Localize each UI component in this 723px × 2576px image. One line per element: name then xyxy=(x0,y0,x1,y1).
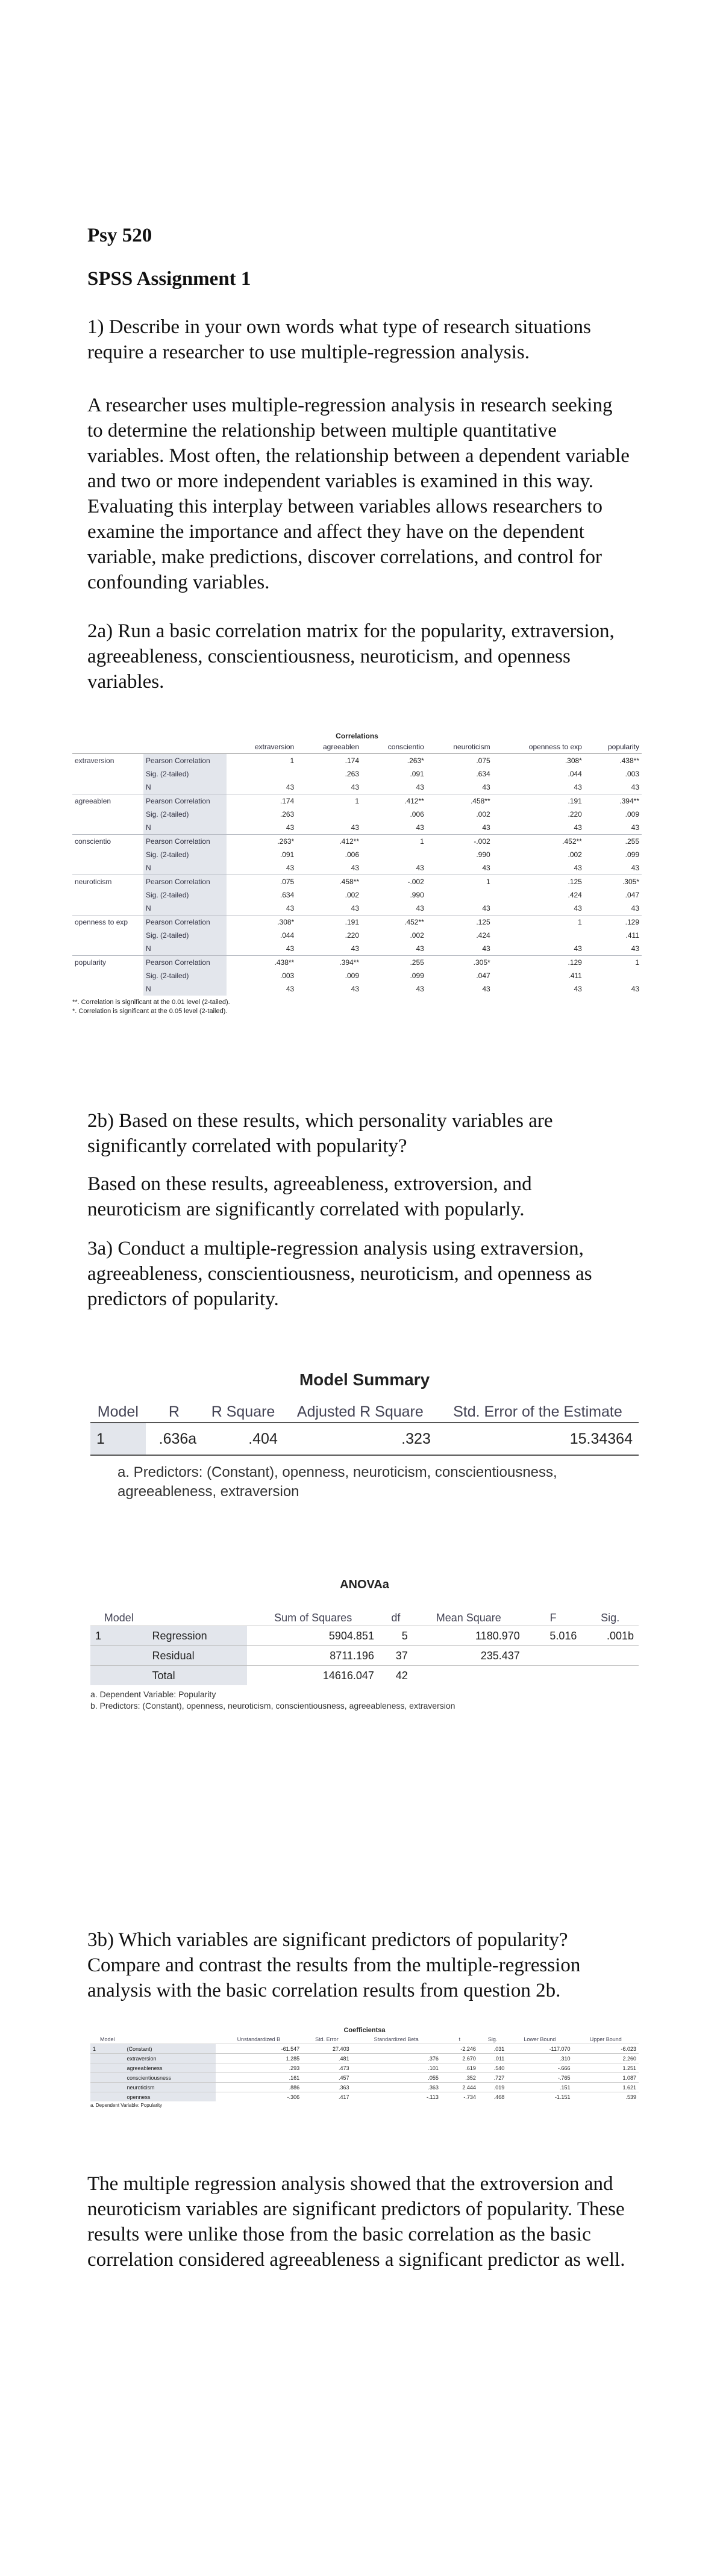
corr-cell: 1 xyxy=(427,875,493,889)
corr-cell: 43 xyxy=(416,904,424,912)
corr-cell: .191 xyxy=(296,915,362,929)
anova-footnotes xyxy=(90,1689,639,1712)
corr-row xyxy=(72,956,642,970)
corr-cell xyxy=(296,808,362,821)
coef-row-label: conscientiousness xyxy=(125,2073,216,2083)
corr-stat-label: Pearson Correlation xyxy=(143,956,227,970)
corr-cell: .047 xyxy=(476,971,490,980)
coef-cell: .417 xyxy=(302,2092,351,2102)
model-summary-header: Model xyxy=(97,1403,139,1420)
coef-cell: .473 xyxy=(302,2063,351,2073)
corr-stat-label: N xyxy=(143,942,227,956)
anova-cell: 5.016 xyxy=(525,1626,582,1646)
model-summary-footnote: a. Predictors: (Constant), openness, neuroticism, conscientiousness, agreeableness, extraversion xyxy=(117,1464,557,1500)
anova-cell: 8711.196 xyxy=(247,1646,379,1666)
answer-2b: Based on these results, agreeableness, extroversion, and neuroticism are significantly correlated with popularly. xyxy=(87,1173,532,1220)
corr-variable-label: openness to exp xyxy=(72,915,143,929)
corr-variable-label-empty xyxy=(72,982,143,996)
coef-header: Sig. xyxy=(487,2036,498,2042)
corr-stat-label: Pearson Correlation xyxy=(143,875,227,889)
corr-cell: .003 xyxy=(625,770,639,778)
coef-cell: .886 xyxy=(216,2083,302,2092)
correlations-footnotes xyxy=(72,998,642,1016)
model-summary-cell: .323 xyxy=(284,1423,437,1455)
corr-cell: .125 xyxy=(493,875,584,889)
corr-column-header: popularity xyxy=(584,740,642,754)
corr-row xyxy=(72,848,642,861)
corr-stat-label: Sig. (2-tailed) xyxy=(143,848,227,861)
coef-cell: .161 xyxy=(216,2073,302,2083)
coef-model-number: 1 xyxy=(90,2044,125,2054)
corr-cell: .002 xyxy=(410,931,424,940)
corr-cell: 43 xyxy=(482,985,490,993)
corr-cell: .255 xyxy=(362,956,427,970)
corr-cell xyxy=(427,888,493,902)
coef-cell: .031 xyxy=(478,2044,507,2054)
coef-header: Upper Bound xyxy=(589,2036,622,2042)
corr-cell: 43 xyxy=(631,904,639,912)
corr-stat-label: N xyxy=(143,982,227,996)
question-2a: 2a) Run a basic correlation matrix for the popularity, extraversion, agreeableness, conscientiousness, neuroticism, and openness variables. xyxy=(87,620,615,693)
model-summary-header: R Square xyxy=(211,1403,275,1420)
corr-cell: 43 xyxy=(286,904,295,912)
corr-row xyxy=(72,821,642,835)
corr-cell: 1 xyxy=(362,835,427,849)
corr-stat-label: Sig. (2-tailed) xyxy=(143,888,227,902)
corr-cell: .003 xyxy=(280,971,295,980)
coef-cell: -.113 xyxy=(352,2092,441,2102)
corr-cell: .002 xyxy=(345,891,360,899)
corr-cell: .305* xyxy=(427,956,493,970)
anova-cell: 37 xyxy=(379,1646,413,1666)
coef-cell: .293 xyxy=(216,2063,302,2073)
question-3b: 3b) Which variables are significant predictors of popularity? Compare and contrast the results from the multiple-regression analysis with the basic correlation results from question 2b. xyxy=(87,1929,581,2001)
corr-row xyxy=(72,767,642,781)
corr-cell: 43 xyxy=(416,944,424,953)
corr-variable-label: popularity xyxy=(72,956,143,970)
corr-cell: .006 xyxy=(410,810,424,819)
coef-cell: 27.403 xyxy=(302,2044,351,2054)
model-summary-cell: 15.34364 xyxy=(437,1423,639,1455)
model-summary-cell: .404 xyxy=(202,1423,284,1455)
coef-cell: 1.087 xyxy=(573,2073,639,2083)
corr-cell: .263* xyxy=(362,754,427,768)
coef-cell: .539 xyxy=(573,2092,639,2102)
corr-footnote: *. Correlation is significant at the 0.05 level (2-tailed). xyxy=(72,1008,228,1015)
corr-stat-label: N xyxy=(143,781,227,794)
corr-stat-label: N xyxy=(143,902,227,915)
coef-header: Standardized Beta xyxy=(374,2036,419,2042)
corr-cell: .044 xyxy=(568,770,582,778)
corr-cell: .458** xyxy=(427,794,493,808)
corr-cell: .129 xyxy=(584,915,642,929)
anova-header: Sum of Squares xyxy=(274,1612,352,1624)
coef-cell: .619 xyxy=(441,2063,478,2073)
coef-model-empty xyxy=(90,2054,125,2063)
corr-stat-label: Sig. (2-tailed) xyxy=(143,808,227,821)
corr-cell: .220 xyxy=(568,810,582,819)
coef-row-label: agreeableness xyxy=(125,2063,216,2073)
corr-cell: .412** xyxy=(362,794,427,808)
coef-cell: .310 xyxy=(507,2054,572,2063)
corr-cell: 43 xyxy=(351,864,360,872)
corr-cell: .125 xyxy=(427,915,493,929)
corr-variable-label: neuroticism xyxy=(72,875,143,889)
corr-stat-label: Sig. (2-tailed) xyxy=(143,767,227,781)
coef-cell: 1.621 xyxy=(573,2083,639,2092)
corr-cell: 43 xyxy=(631,985,639,993)
corr-stat-label: Pearson Correlation xyxy=(143,754,227,768)
coefficients-footnote: a. Dependent Variable: Popularity xyxy=(90,2103,163,2108)
anova-row-label: Residual xyxy=(148,1646,248,1666)
coef-cell: 1.251 xyxy=(573,2063,639,2073)
corr-cell: 43 xyxy=(286,864,295,872)
anova-cell: 14616.047 xyxy=(247,1666,379,1686)
anova-cell: .001b xyxy=(581,1626,639,1646)
corr-cell xyxy=(493,929,584,942)
corr-row xyxy=(72,875,642,889)
model-summary-header: Std. Error of the Estimate xyxy=(453,1403,622,1420)
coef-row-label: neuroticism xyxy=(125,2083,216,2092)
corr-header-blank xyxy=(143,740,227,754)
corr-cell: 43 xyxy=(351,904,360,912)
anova-cell: 1180.970 xyxy=(413,1626,525,1646)
question-3a: 3a) Conduct a multiple-regression analysis using extraversion, agreeableness, conscientiousness, neuroticism, and openness as predictors of popularity. xyxy=(87,1238,592,1310)
corr-cell: 43 xyxy=(286,783,295,791)
coef-cell: .363 xyxy=(302,2083,351,2092)
corr-cell: .091 xyxy=(410,770,424,778)
corr-cell: 43 xyxy=(631,783,639,791)
corr-cell: 1 xyxy=(296,794,362,808)
corr-cell: 43 xyxy=(631,944,639,953)
corr-cell: 43 xyxy=(416,823,424,832)
coef-row-label: openness xyxy=(125,2092,216,2102)
anova-header xyxy=(148,1595,248,1626)
coef-model-empty xyxy=(90,2083,125,2092)
answer-3b: The multiple regression analysis showed that the extroversion and neuroticism variables are significant predictors of popularity. These results were unlike those from the basic correlation as the basic correlation considered agreeableness a significant predictor as well. xyxy=(87,2173,625,2271)
coef-model-empty xyxy=(90,2063,125,2073)
corr-row xyxy=(72,915,642,929)
corr-variable-label-empty xyxy=(72,861,143,875)
corr-cell: 43 xyxy=(574,823,582,832)
question-2b: 2b) Based on these results, which personality variables are significantly correlated with popularity? xyxy=(87,1110,553,1157)
corr-cell: .458** xyxy=(296,875,362,889)
corr-variable-label-empty xyxy=(72,929,143,942)
corr-cell: .263 xyxy=(280,810,295,819)
corr-cell: 43 xyxy=(482,904,490,912)
coef-cell: 2.670 xyxy=(441,2054,478,2063)
corr-cell: 43 xyxy=(631,823,639,832)
coefficients-table xyxy=(90,2027,639,2108)
coef-cell: .363 xyxy=(352,2083,441,2092)
coef-cell: -.734 xyxy=(441,2092,478,2102)
anova-header: F xyxy=(549,1612,557,1624)
corr-cell: .305* xyxy=(584,875,642,889)
corr-cell: 43 xyxy=(416,864,424,872)
corr-cell xyxy=(362,848,427,861)
anova-footnote: b. Predictors: (Constant), openness, neuroticism, conscientiousness, agreeableness, extraversion xyxy=(90,1701,455,1711)
corr-variable-label: extraversion xyxy=(72,754,143,768)
corr-cell: -.002 xyxy=(362,875,427,889)
corr-cell: 43 xyxy=(351,783,360,791)
coef-header: Lower Bound xyxy=(524,2036,556,2042)
coef-model-empty xyxy=(90,2073,125,2083)
corr-cell: .308* xyxy=(227,915,296,929)
corr-cell: .424 xyxy=(476,931,490,940)
corr-cell: 43 xyxy=(574,864,582,872)
corr-cell: .047 xyxy=(625,891,639,899)
corr-variable-label-empty xyxy=(72,808,143,821)
coef-header: Model xyxy=(100,2036,115,2042)
corr-stat-label: N xyxy=(143,821,227,835)
corr-footnote: **. Correlation is significant at the 0.01 level (2-tailed). xyxy=(72,999,230,1006)
corr-row xyxy=(72,835,642,849)
coef-cell xyxy=(352,2044,441,2054)
anova-row-label: Total xyxy=(148,1666,248,1686)
corr-row xyxy=(72,781,642,794)
coef-header: t xyxy=(459,2036,461,2042)
coef-cell: .011 xyxy=(478,2054,507,2063)
coef-cell: -6.023 xyxy=(573,2044,639,2054)
coef-cell: -61.547 xyxy=(216,2044,302,2054)
corr-variable-label: agreeablen xyxy=(72,794,143,808)
coef-row-label: (Constant) xyxy=(125,2044,216,2054)
corr-cell: .174 xyxy=(227,794,296,808)
coef-cell: -.666 xyxy=(507,2063,572,2073)
corr-cell: .411 xyxy=(568,971,582,980)
corr-cell: .990 xyxy=(476,850,490,859)
anova-cell xyxy=(413,1666,525,1686)
anova-header: Mean Square xyxy=(436,1612,501,1624)
anova-model-number: 1 xyxy=(90,1626,148,1646)
corr-cell: 1 xyxy=(227,754,296,768)
corr-cell: .452** xyxy=(493,835,584,849)
corr-column-header: extraversion xyxy=(227,740,296,754)
assignment-title: SPSS Assignment 1 xyxy=(87,268,251,290)
corr-column-header: openness to exp xyxy=(493,740,584,754)
corr-cell: .075 xyxy=(227,875,296,889)
corr-cell: .990 xyxy=(410,891,424,899)
anova-cell xyxy=(581,1666,639,1686)
corr-cell: .411 xyxy=(625,931,639,940)
correlations-title: Correlations xyxy=(336,732,378,740)
corr-cell: 1 xyxy=(493,915,584,929)
corr-cell: 43 xyxy=(286,944,295,953)
corr-cell: .174 xyxy=(296,754,362,768)
corr-cell: .255 xyxy=(584,835,642,849)
corr-row xyxy=(72,794,642,808)
corr-row xyxy=(72,888,642,902)
question-1: 1) Describe in your own words what type of research situations require a researcher to use multiple-regression analysis. xyxy=(87,316,591,363)
corr-variable-label-empty xyxy=(72,848,143,861)
coef-cell: 1.285 xyxy=(216,2054,302,2063)
corr-cell: .191 xyxy=(493,794,584,808)
anova-cell: 5 xyxy=(379,1626,413,1646)
corr-cell: 43 xyxy=(482,944,490,953)
model-summary-title: Model Summary xyxy=(299,1370,430,1389)
anova-header: Model xyxy=(104,1612,134,1624)
corr-cell xyxy=(227,767,296,781)
corr-cell: .129 xyxy=(493,956,584,970)
coef-cell: -1.151 xyxy=(507,2092,572,2102)
anova-cell: 42 xyxy=(379,1666,413,1686)
coef-cell: -.306 xyxy=(216,2092,302,2102)
corr-stat-label: N xyxy=(143,861,227,875)
corr-cell: 43 xyxy=(482,823,490,832)
coef-cell: .540 xyxy=(478,2063,507,2073)
coef-cell: 2.260 xyxy=(573,2054,639,2063)
corr-cell: .438** xyxy=(584,754,642,768)
corr-cell: 43 xyxy=(351,944,360,953)
corr-cell: .263 xyxy=(345,770,360,778)
corr-cell: .220 xyxy=(345,931,360,940)
coef-cell: .352 xyxy=(441,2073,478,2083)
corr-header-blank xyxy=(72,740,143,754)
model-summary-table xyxy=(90,1370,639,1502)
coef-row-label: extraversion xyxy=(125,2054,216,2063)
coef-header: Std. Error xyxy=(315,2036,339,2042)
corr-cell: 43 xyxy=(574,944,582,953)
anova-title: ANOVAa xyxy=(340,1578,389,1591)
model-summary-cell: .636a xyxy=(146,1423,203,1455)
anova-model-empty xyxy=(90,1646,148,1666)
corr-cell: .424 xyxy=(568,891,582,899)
corr-row xyxy=(72,861,642,875)
corr-row xyxy=(72,982,642,996)
answer-1: A researcher uses multiple-regression analysis in research seeking to determine the relationship between multiple quantitative variables. Most often, the relationship between a dependent variable and two or more independent variables is examined in this way. Evaluating this interplay between variables allows researchers to examine the importance and affect they have on the dependent variable, make predictions, discover correlations, and control for confounding variables. xyxy=(87,395,630,593)
correlations-table xyxy=(72,732,642,1016)
corr-cell: .394** xyxy=(584,794,642,808)
coef-cell: .468 xyxy=(478,2092,507,2102)
corr-cell: .412** xyxy=(296,835,362,849)
coef-cell: .019 xyxy=(478,2083,507,2092)
corr-stat-label: Pearson Correlation xyxy=(143,835,227,849)
corr-cell: .009 xyxy=(625,810,639,819)
corr-cell: .438** xyxy=(227,956,296,970)
coef-model-empty xyxy=(90,2092,125,2102)
coef-cell: -.765 xyxy=(507,2073,572,2083)
corr-cell: .099 xyxy=(625,850,639,859)
anova-model-empty xyxy=(90,1666,148,1686)
corr-cell: 43 xyxy=(416,985,424,993)
corr-cell xyxy=(584,969,642,982)
corr-cell: .263* xyxy=(227,835,296,849)
corr-cell: .075 xyxy=(427,754,493,768)
corr-stat-label: Pearson Correlation xyxy=(143,915,227,929)
corr-cell: 43 xyxy=(574,904,582,912)
coef-cell: .055 xyxy=(352,2073,441,2083)
coef-cell: 2.444 xyxy=(441,2083,478,2092)
corr-cell: .002 xyxy=(476,810,490,819)
corr-cell: 43 xyxy=(351,985,360,993)
corr-cell: .002 xyxy=(568,850,582,859)
coef-cell: .101 xyxy=(352,2063,441,2073)
corr-column-header: agreeablen xyxy=(296,740,362,754)
anova-header: Sig. xyxy=(601,1612,620,1624)
coefficients-title: Coefficientsa xyxy=(343,2027,386,2034)
coef-cell: .481 xyxy=(302,2054,351,2063)
corr-cell: 43 xyxy=(416,783,424,791)
corr-variable-label-empty xyxy=(72,821,143,835)
corr-cell: .452** xyxy=(362,915,427,929)
anova-cell: 235.437 xyxy=(413,1646,525,1666)
corr-cell: .099 xyxy=(410,971,424,980)
corr-cell: .091 xyxy=(280,850,295,859)
anova-cell xyxy=(525,1646,582,1666)
corr-variable-label: conscientio xyxy=(72,835,143,849)
corr-cell: .634 xyxy=(280,891,295,899)
anova-table xyxy=(90,1578,639,1712)
coef-cell: .457 xyxy=(302,2073,351,2083)
corr-cell: 43 xyxy=(631,864,639,872)
corr-cell: .308* xyxy=(493,754,584,768)
coef-cell: -2.246 xyxy=(441,2044,478,2054)
coef-header xyxy=(125,2035,216,2044)
corr-cell: 43 xyxy=(482,783,490,791)
corr-cell: 43 xyxy=(286,823,295,832)
corr-cell: .006 xyxy=(345,850,360,859)
corr-row xyxy=(72,902,642,915)
anova-cell xyxy=(581,1646,639,1666)
corr-variable-label-empty xyxy=(72,942,143,956)
corr-variable-label-empty xyxy=(72,969,143,982)
corr-cell: .044 xyxy=(280,931,295,940)
course-code: Psy 520 xyxy=(87,225,152,246)
corr-row xyxy=(72,808,642,821)
corr-stat-label: Sig. (2-tailed) xyxy=(143,969,227,982)
corr-stat-label: Pearson Correlation xyxy=(143,794,227,808)
corr-cell: 43 xyxy=(574,985,582,993)
coef-cell: .727 xyxy=(478,2073,507,2083)
anova-header: df xyxy=(391,1612,401,1624)
corr-cell: 1 xyxy=(584,956,642,970)
coef-header: Unstandardized B xyxy=(237,2036,281,2042)
corr-row xyxy=(72,929,642,942)
corr-row xyxy=(72,969,642,982)
corr-column-header: conscientio xyxy=(362,740,427,754)
corr-cell: -.002 xyxy=(427,835,493,849)
corr-variable-label-empty xyxy=(72,902,143,915)
anova-footnote: a. Dependent Variable: Popularity xyxy=(90,1689,216,1699)
coef-cell: -117.070 xyxy=(507,2044,572,2054)
model-summary-header: Adjusted R Square xyxy=(296,1403,424,1420)
corr-cell: .634 xyxy=(476,770,490,778)
coef-cell: .151 xyxy=(507,2083,572,2092)
model-summary-cell: 1 xyxy=(90,1423,146,1455)
corr-cell: 43 xyxy=(351,823,360,832)
anova-row-label: Regression xyxy=(148,1626,248,1646)
coef-cell: .376 xyxy=(352,2054,441,2063)
corr-variable-label-empty xyxy=(72,767,143,781)
corr-row xyxy=(72,942,642,956)
corr-row xyxy=(72,754,642,768)
corr-stat-label: Sig. (2-tailed) xyxy=(143,929,227,942)
corr-cell: .009 xyxy=(345,971,360,980)
corr-column-header: neuroticism xyxy=(427,740,493,754)
anova-cell xyxy=(525,1666,582,1686)
corr-cell: .394** xyxy=(296,956,362,970)
corr-cell: 43 xyxy=(574,783,582,791)
corr-variable-label-empty xyxy=(72,781,143,794)
anova-cell: 5904.851 xyxy=(247,1626,379,1646)
corr-cell: 43 xyxy=(482,864,490,872)
corr-cell: 43 xyxy=(286,985,295,993)
model-summary-header: R xyxy=(168,1403,180,1420)
corr-variable-label-empty xyxy=(72,888,143,902)
